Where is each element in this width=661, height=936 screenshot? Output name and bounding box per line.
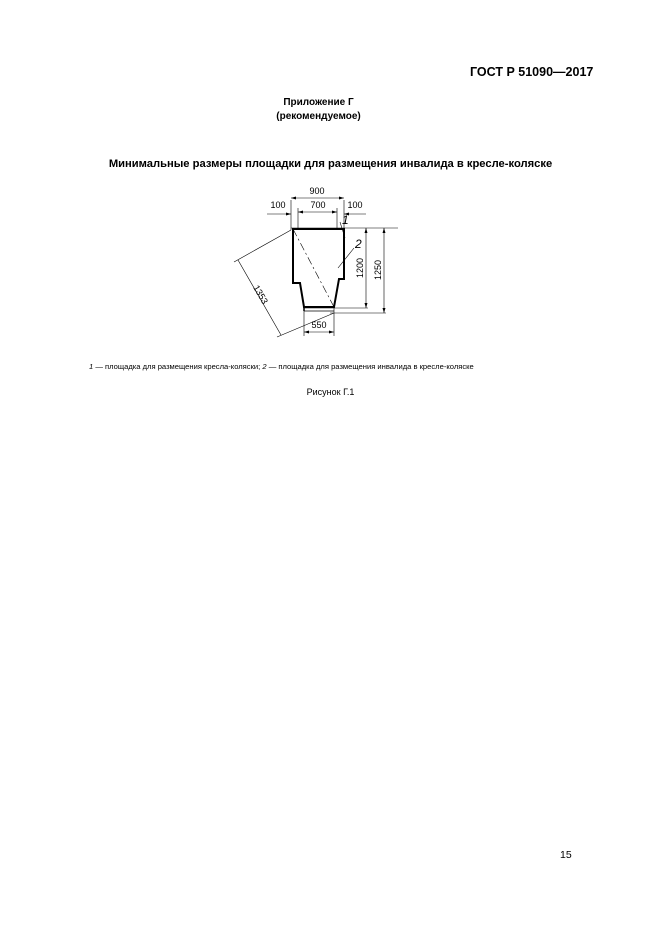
callout-2: 2 — [355, 237, 362, 251]
page-number: 15 — [560, 849, 572, 861]
annex-status: (рекомендуемое) — [276, 111, 361, 122]
arrowhead — [329, 331, 334, 334]
annex-title: Приложение Г — [283, 97, 354, 108]
arrowhead — [339, 197, 344, 200]
dim-left-margin: 100 — [270, 200, 286, 210]
platform-drawing — [225, 180, 425, 350]
section-title: Минимальные размеры площадки для размещения инвалида в кресле-коляске — [108, 158, 553, 170]
arrowhead — [365, 303, 368, 308]
dim-right-margin: 100 — [347, 200, 363, 210]
figure-caption: Рисунок Г.1 — [306, 387, 355, 397]
dim-diagonal: 1353 — [251, 283, 270, 306]
legend-item1-number: 1 — [89, 362, 94, 371]
arrowhead — [298, 211, 303, 214]
dim-inner-height: 1200 — [355, 257, 365, 279]
arrowhead — [332, 211, 337, 214]
arrowhead — [286, 213, 291, 216]
arrowhead — [383, 228, 386, 233]
legend-item1-text: — площадка для размещения кресла-коляски; — [93, 362, 263, 371]
dim-inner-width: 700 — [310, 200, 326, 210]
diagonal-axis-line — [293, 229, 334, 307]
legend-item2-text: — площадка для размещения инвалида в кресле-коляске — [266, 362, 474, 371]
arrowhead — [365, 228, 368, 233]
dim-total-width: 900 — [309, 186, 325, 196]
legend-item2-number: 2 — [262, 362, 267, 371]
dim-total-height: 1250 — [373, 259, 383, 281]
standard-code: ГОСТ Р 51090—2017 — [470, 65, 594, 79]
platform-outline — [293, 229, 344, 307]
figure-legend — [89, 362, 474, 371]
dim-bottom-width: 550 — [311, 320, 327, 330]
annex-heading — [0, 96, 661, 124]
callout-leader-2 — [338, 248, 354, 268]
arrowhead — [304, 331, 309, 334]
callout-1: 1 — [342, 213, 349, 227]
arrowhead — [291, 197, 296, 200]
extension-line-diagonal-top — [234, 230, 291, 262]
arrowhead — [383, 308, 386, 313]
